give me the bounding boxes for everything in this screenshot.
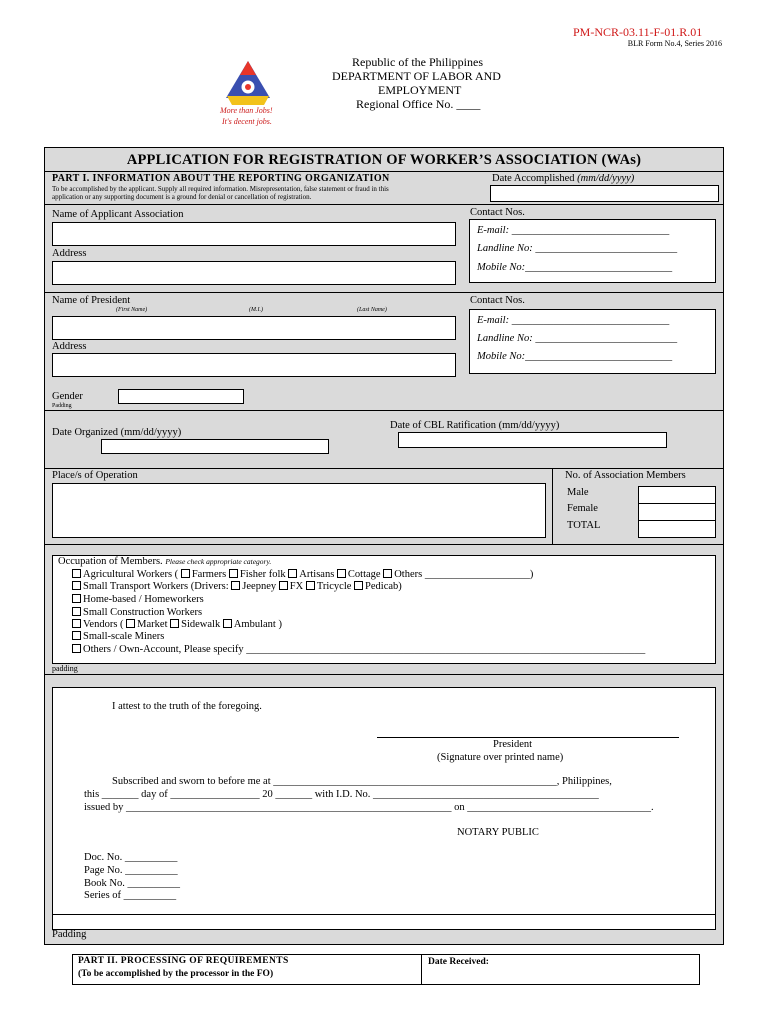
subscribed-line: Subscribed and sworn to before me at ______________________________________________________, Philippines, (112, 776, 612, 787)
date-accomplished-label: Date Accomplished (mm/dd/yyyy) (492, 173, 635, 184)
date-accomplished-input[interactable] (490, 185, 719, 202)
part2-heading: PART II. PROCESSING OF REQUIREMENTS (78, 956, 289, 966)
jeepney-checkbox[interactable] (231, 581, 240, 590)
president-email-field[interactable]: E-mail: ______________________________ (477, 315, 670, 326)
president-address-label: Address (52, 341, 87, 352)
landline-field[interactable]: Landline No: ___________________________ (477, 243, 678, 254)
occupation-row-construction: Small Construction Workers (72, 607, 202, 618)
president-sign-label: President (493, 739, 533, 750)
address-input[interactable] (52, 261, 456, 285)
artisans-checkbox[interactable] (288, 569, 297, 578)
male-input[interactable] (638, 486, 716, 504)
this-day-line: this _______ day of _________________ 20 _______ with I.D. No. ___________________________________________ (84, 789, 599, 800)
date-organized-label: Date Organized (mm/dd/yyyy) (52, 427, 182, 438)
attest-statement: I attest to the truth of the foregoing. (112, 701, 262, 712)
transport-checkbox[interactable] (72, 581, 81, 590)
occupation-row-own: Others / Own-Account, Please specify ____________________________________________________________________________ (72, 644, 660, 655)
first-name-hint: (First Name) (116, 307, 148, 313)
ambulant-checkbox[interactable] (223, 619, 232, 628)
male-label: Male (567, 487, 589, 498)
department-line-1: DEPARTMENT OF LABOR AND (332, 69, 501, 83)
president-address-input[interactable] (52, 353, 456, 377)
occupation-row-vendors: Vendors ( Market Sidewalk Ambulant ) (72, 619, 282, 630)
president-label: Name of President (52, 295, 131, 306)
occupation-row-home: Home-based / Homeworkers (72, 594, 204, 605)
signature-label: (Signature over printed name) (437, 752, 564, 763)
president-contact-label: Contact Nos. (470, 295, 525, 306)
gender-label: Gender (52, 391, 83, 402)
date-received-label: Date Received: (428, 957, 489, 967)
cottage-checkbox[interactable] (337, 569, 346, 578)
part1-instructions-2: application or any supporting document is a ground for denial or cancellation of registration. (52, 193, 312, 201)
cbl-ratification-input[interactable] (398, 432, 667, 448)
mi-hint: (M.I.) (249, 307, 263, 313)
part2-subheading: (To be accomplished by the processor in the FO) (78, 969, 274, 979)
book-no: Book No. __________ (84, 878, 180, 889)
cbl-ratification-label: Date of CBL Ratification (mm/dd/yyyy) (390, 420, 560, 431)
doc-no: Doc. No. __________ (84, 852, 178, 863)
female-label: Female (567, 503, 598, 514)
department-line-2: EMPLOYMENT (378, 83, 462, 97)
padding-label-3: Padding (52, 929, 87, 940)
market-checkbox[interactable] (126, 619, 135, 628)
president-landline-field[interactable]: Landline No: ___________________________ (477, 333, 678, 344)
pedicab-checkbox[interactable] (354, 581, 363, 590)
own-account-checkbox[interactable] (72, 644, 81, 653)
mobile-field[interactable]: Mobile No:____________________________ (477, 262, 673, 273)
tricycle-checkbox[interactable] (306, 581, 315, 590)
places-input[interactable] (52, 483, 546, 538)
agricultural-checkbox[interactable] (72, 569, 81, 578)
logo-tagline-1: More than Jobs! (220, 106, 273, 115)
name-assoc-label: Name of Applicant Association (52, 209, 184, 220)
miners-checkbox[interactable] (72, 631, 81, 640)
total-input[interactable] (638, 520, 716, 538)
occupation-row-miners: Small-scale Miners (72, 631, 164, 642)
blr-form-number: BLR Form No.4, Series 2016 (627, 39, 722, 48)
padding-label-1: Padding (52, 403, 72, 409)
construction-checkbox[interactable] (72, 607, 81, 616)
sidewalk-checkbox[interactable] (170, 619, 179, 628)
padding-label-2: padding (52, 664, 78, 673)
name-assoc-input[interactable] (52, 222, 456, 246)
occupation-row-agri: Agricultural Workers ( Farmers Fisher folk Artisans Cottage Others ____________________) (72, 569, 533, 580)
form-title: APPLICATION FOR REGISTRATION OF WORKER’S ASSOCIATION (WAs) (126, 152, 642, 168)
address-label: Address (52, 248, 87, 259)
notary-public: NOTARY PUBLIC (457, 827, 539, 838)
places-label: Place/s of Operation (52, 470, 138, 481)
form-code: PM-NCR-03.11-F-01.R.01 (573, 25, 703, 39)
farmers-checkbox[interactable] (181, 569, 190, 578)
date-organized-input[interactable] (101, 439, 329, 454)
last-name-hint: (Last Name) (357, 307, 387, 313)
vendors-checkbox[interactable] (72, 619, 81, 628)
contact-label: Contact Nos. (470, 207, 525, 218)
others-agri-checkbox[interactable] (383, 569, 392, 578)
home-based-checkbox[interactable] (72, 594, 81, 603)
female-input[interactable] (638, 503, 716, 521)
members-label: No. of Association Members (565, 470, 686, 481)
occupation-label: Occupation of Members. Please check appropriate category. (58, 556, 272, 567)
part1-instructions-1: To be accomplished by the applicant. Supply all required information. Misrepresentation, false statement or fraud in this (52, 185, 389, 193)
issued-by-line: issued by ______________________________________________________________ on ___________________________________. (84, 802, 654, 813)
republic-line: Republic of the Philippines (352, 55, 483, 69)
page-no: Page No. __________ (84, 865, 178, 876)
president-mobile-field[interactable]: Mobile No:____________________________ (477, 351, 673, 362)
regional-office: Regional Office No. ____ (356, 97, 481, 111)
email-field[interactable]: E-mail: ______________________________ (477, 225, 670, 236)
gender-input[interactable] (118, 389, 244, 404)
series-of: Series of __________ (84, 890, 177, 901)
fx-checkbox[interactable] (279, 581, 288, 590)
logo-tagline-2: It's decent jobs. (222, 117, 272, 126)
total-label: TOTAL (567, 520, 601, 531)
fisher-checkbox[interactable] (229, 569, 238, 578)
occupation-row-transport: Small Transport Workers (Drivers: Jeepney FX Tricycle Pedicab) (72, 581, 402, 592)
president-name-input[interactable] (52, 316, 456, 340)
part1-heading: PART I. INFORMATION ABOUT THE REPORTING ORGANIZATION (52, 173, 390, 184)
